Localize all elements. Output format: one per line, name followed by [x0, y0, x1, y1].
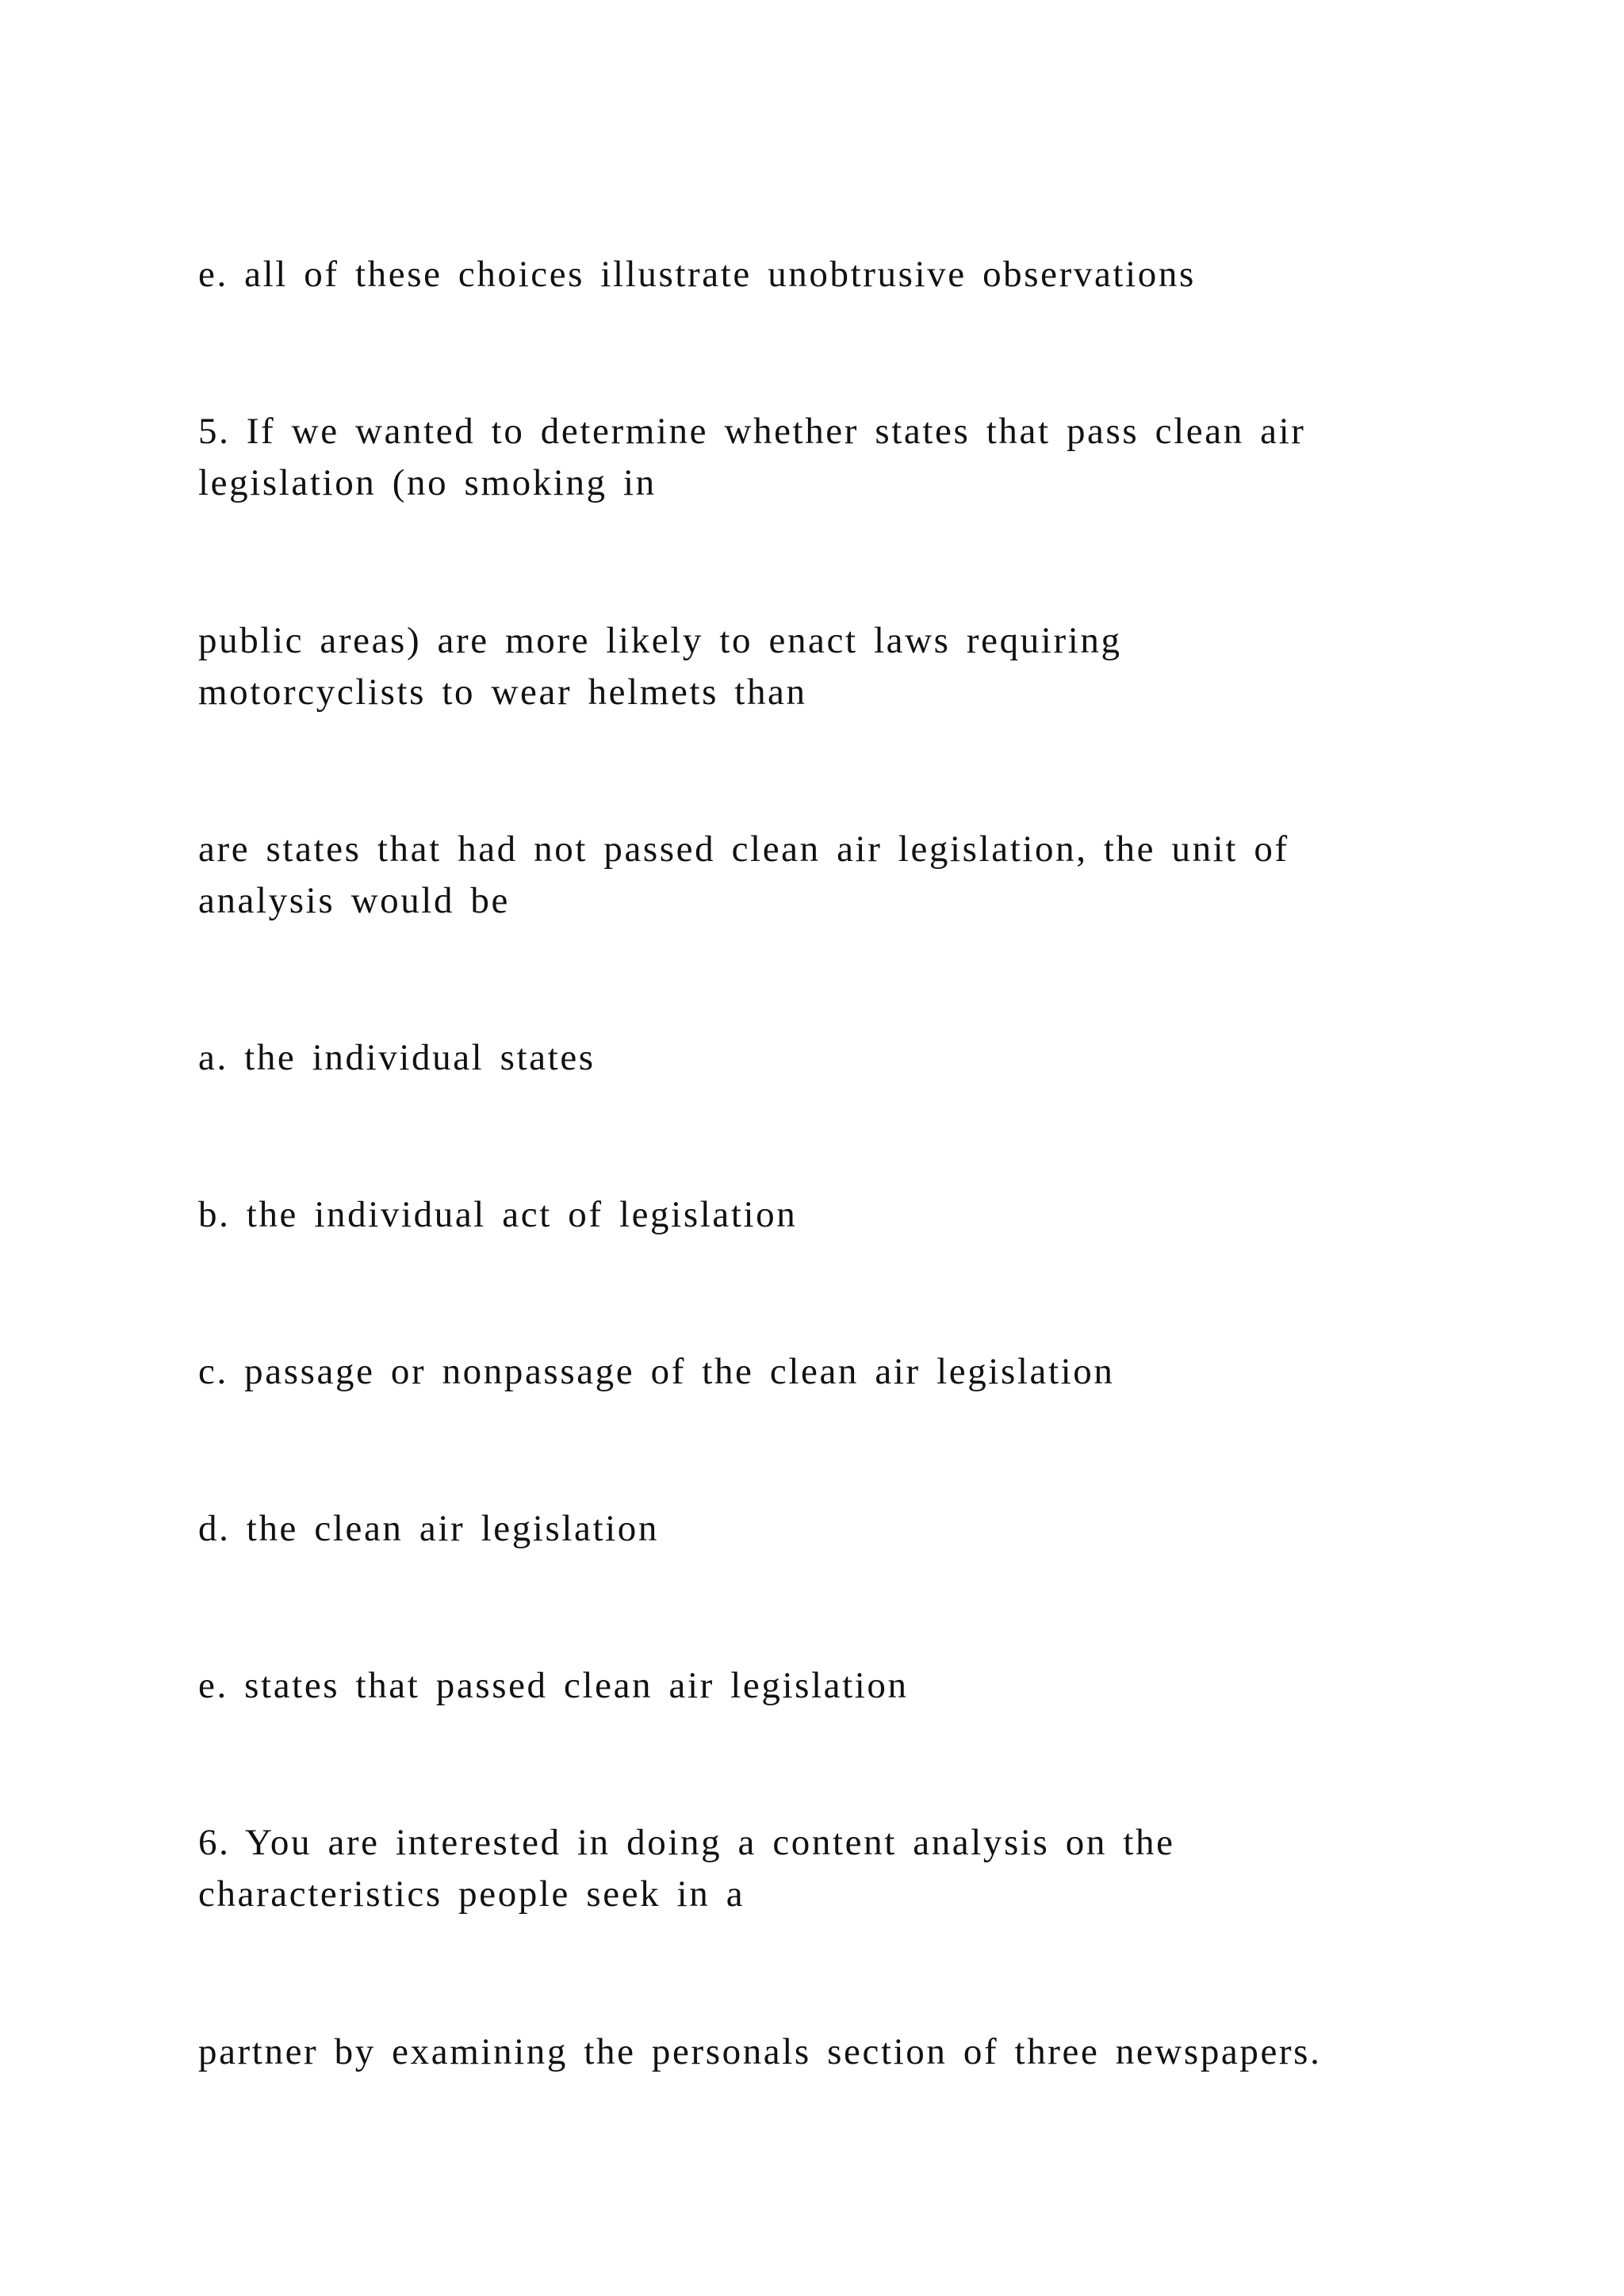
- answer-option-c: [198, 1346, 1467, 1398]
- answer-option-e: [198, 1660, 1467, 1712]
- text-line: motorcyclists to wear helmets than: [198, 672, 807, 713]
- text-line: e. all of these choices illustrate unobtrusive observations: [198, 254, 1196, 295]
- question-5-continued: [198, 615, 1467, 718]
- text-line: e. states that passed clean air legislation: [198, 1665, 909, 1706]
- question-6-continued: [198, 2026, 1467, 2078]
- text-line: characteristics people seek in a: [198, 1873, 745, 1915]
- text-line: partner by examining the personals section of three newspapers.: [198, 2031, 1322, 2072]
- question-5-stem: [198, 406, 1467, 509]
- answer-option-b: [198, 1189, 1467, 1241]
- text-line: 5. If we wanted to determine whether states that pass clean air: [198, 411, 1306, 452]
- question-6-stem: [198, 1817, 1467, 1920]
- question-5-continued: [198, 824, 1467, 927]
- answer-option-a: [198, 1032, 1467, 1084]
- text-line: legislation (no smoking in: [198, 462, 657, 503]
- text-line: analysis would be: [198, 880, 510, 921]
- text-line: b. the individual act of legislation: [198, 1194, 798, 1235]
- answer-option-d: [198, 1503, 1467, 1555]
- answer-option-e-q4: [198, 249, 1467, 300]
- text-line: public areas) are more likely to enact laws requiring: [198, 620, 1122, 661]
- text-line: are states that had not passed clean air legislation, the unit of: [198, 828, 1289, 870]
- text-line: d. the clean air legislation: [198, 1508, 659, 1549]
- text-line: c. passage or nonpassage of the clean air legislation: [198, 1351, 1115, 1392]
- text-line: a. the individual states: [198, 1037, 596, 1078]
- text-line: 6. You are interested in doing a content analysis on the: [198, 1822, 1175, 1863]
